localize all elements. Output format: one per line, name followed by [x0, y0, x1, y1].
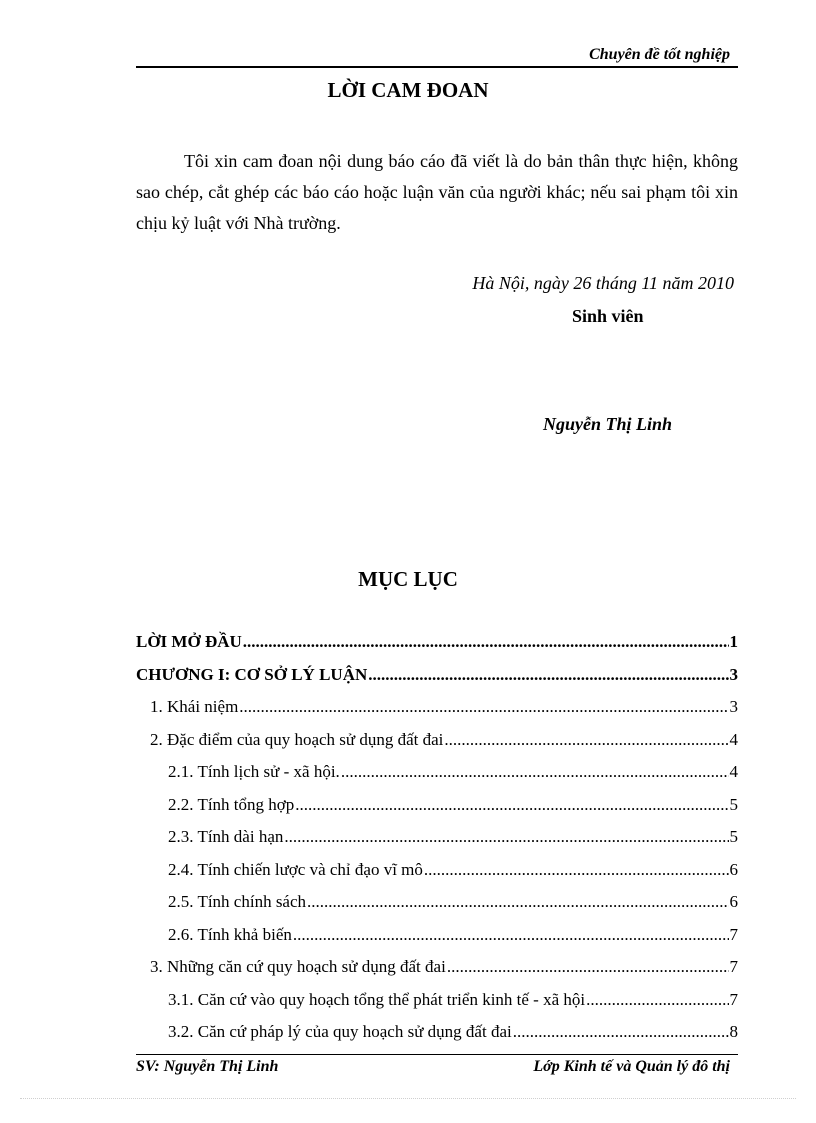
signature-name: Nguyễn Thị Linh — [543, 414, 673, 434]
toc-item-page: 6 — [729, 859, 738, 879]
toc-item-label: 2.1. Tính lịch sử - xã hội. — [168, 762, 340, 781]
toc-leader — [444, 730, 728, 750]
toc-item-label: 2.5. Tính chính sách — [168, 892, 307, 911]
toc-title: MỤC LỤC — [358, 567, 458, 591]
toc-item-label: 2. Đặc điểm của quy hoạch sử dụng đất đai — [150, 729, 444, 749]
toc-item-label: 1. Khái niệm — [150, 697, 239, 716]
table-of-contents — [136, 632, 738, 1055]
toc-item-page: 3 — [729, 664, 738, 684]
toc-item-label: 3.2. Căn cứ pháp lý của quy hoạch sử dụng đất đai — [168, 1022, 512, 1041]
toc-leader — [243, 632, 729, 652]
header-rule — [136, 66, 738, 68]
toc-item-page: 3 — [729, 697, 738, 716]
toc-item-page: 6 — [729, 892, 738, 911]
toc-item — [136, 762, 738, 795]
signature-role: Sinh viên — [572, 306, 644, 326]
footer-student: SV: Nguyễn Thị Linh — [136, 1058, 279, 1075]
toc-leader — [293, 925, 729, 945]
toc-leader — [284, 827, 728, 847]
toc-item-page: 7 — [729, 924, 738, 944]
toc-item — [136, 860, 738, 893]
toc-item — [136, 697, 738, 730]
toc-item-page: 1 — [729, 632, 738, 651]
toc-leader — [307, 892, 728, 912]
toc-leader — [239, 697, 728, 717]
toc-leader — [447, 957, 729, 977]
toc-item — [136, 665, 738, 698]
toc-item-label: CHƯƠNG I: CƠ SỞ LÝ LUẬN — [136, 664, 368, 684]
toc-item-page: 4 — [729, 762, 738, 781]
running-header: Chuyên đề tốt nghiệp — [589, 46, 730, 63]
toc-item-label: 2.6. Tính khả biến — [168, 924, 292, 944]
footer-rule — [136, 1054, 738, 1055]
toc-item-page: 7 — [729, 957, 738, 976]
toc-item — [136, 892, 738, 925]
toc-item-label: 3.1. Căn cứ vào quy hoạch tổng thể phát triển kinh tế - xã hội — [168, 989, 586, 1009]
declaration-title: LỜI CAM ĐOAN — [327, 78, 489, 102]
footer-class: Lớp Kinh tế và Quản lý đô thị — [533, 1058, 730, 1075]
toc-item-label: 2.2. Tính tổng hợp — [168, 794, 295, 814]
toc-item-label: 2.3. Tính dài hạn — [168, 827, 284, 846]
toc-item — [136, 632, 738, 665]
toc-leader — [341, 762, 729, 782]
toc-leader — [586, 990, 728, 1010]
toc-item — [136, 990, 738, 1023]
toc-item — [136, 957, 738, 990]
toc-item-page: 4 — [729, 729, 738, 749]
toc-item-label: LỜI MỞ ĐẦU — [136, 632, 242, 651]
toc-leader — [424, 860, 729, 880]
toc-item-page: 7 — [729, 989, 738, 1009]
toc-item — [136, 827, 738, 860]
page-edge — [20, 1098, 796, 1099]
toc-leader — [368, 665, 728, 685]
toc-item-page: 8 — [729, 1022, 738, 1041]
signature-date: Hà Nội, ngày 26 tháng 11 năm 2010 — [472, 273, 734, 293]
toc-leader — [295, 795, 728, 815]
toc-item-label: 2.4. Tính chiến lược và chỉ đạo vĩ mô — [168, 859, 423, 879]
toc-item — [136, 925, 738, 958]
toc-leader — [513, 1022, 729, 1042]
declaration-body: Tôi xin cam đoan nội dung báo cáo đã viết là do bản thân thực hiện, không sao chép, cắt ghép các báo cáo hoặc luận văn của người khác; nếu sai phạm tôi xin chịu kỷ luật với Nhà trường. — [136, 151, 738, 233]
toc-item — [136, 1022, 738, 1055]
toc-item — [136, 795, 738, 828]
toc-item-label: 3. Những căn cứ quy hoạch sử dụng đất đai — [150, 957, 446, 976]
toc-item-page: 5 — [729, 827, 738, 846]
toc-item-page: 5 — [729, 794, 738, 814]
toc-item — [136, 730, 738, 763]
